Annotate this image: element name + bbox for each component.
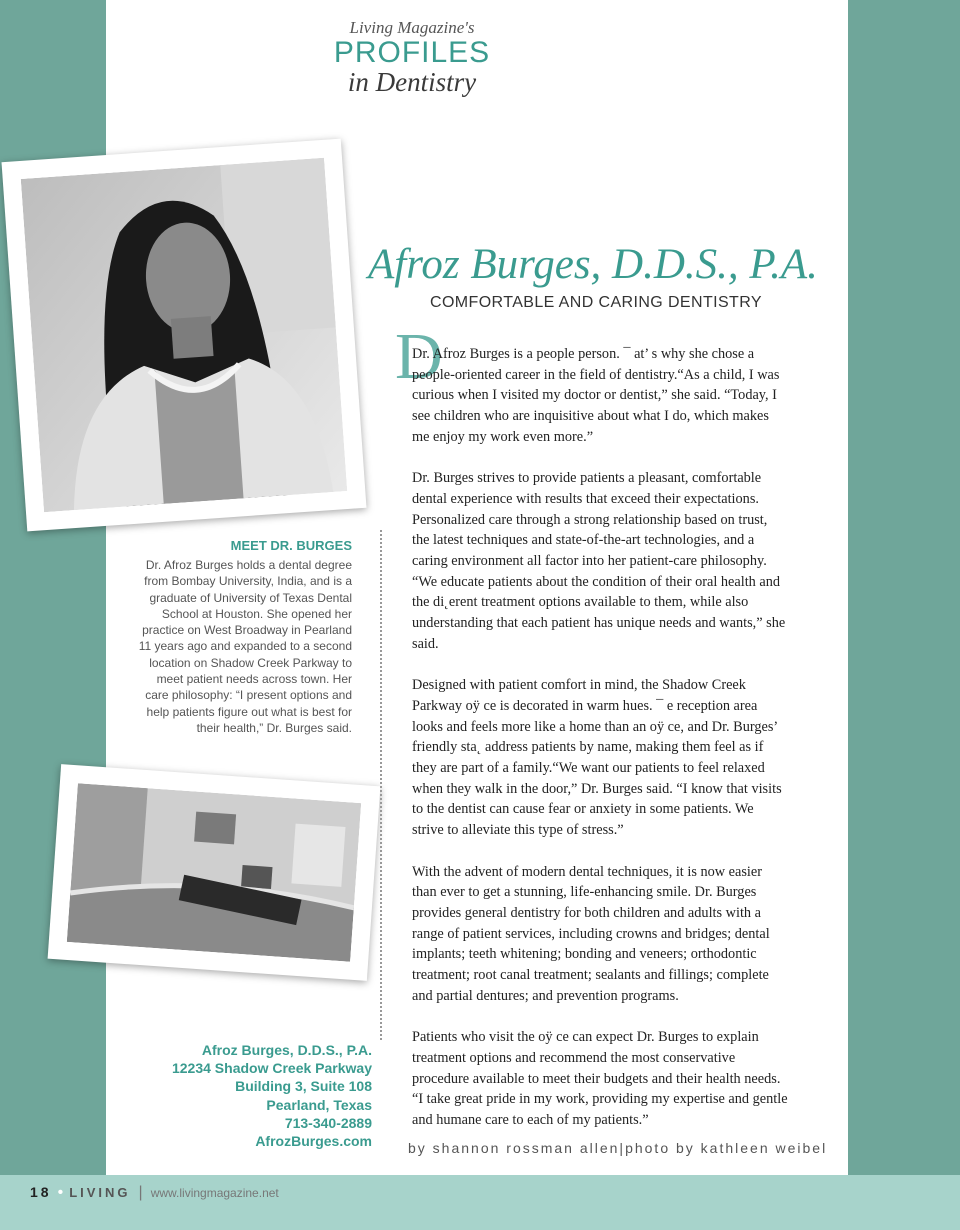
office-photo (48, 764, 381, 981)
contact-city: Pearland, Texas (266, 1096, 372, 1113)
body-paragraph: Dr. Afroz Burges is a people person. ¯ at’ s why she chose a people-oriented career in the field of dentistry.“As a child, I was curious when I visited my doctor or dentist,” she said. “Today, I see children who are inquisitive about what I do, which makes me enjoy my work even more.” (412, 346, 780, 445)
dotted-divider (380, 530, 382, 1040)
contact-suite: Building 3, Suite 108 (235, 1078, 372, 1095)
magazine-url: www.livingmagazine.net (150, 1186, 279, 1200)
portrait-image (21, 158, 348, 512)
sidebar-meet (134, 538, 352, 736)
body-paragraph: Patients who visit the oÿ ce can expect Dr. Burges to explain treatment options and recommend the most conservative procedure available to meet their budgets and their health needs. “I take great pride in my work, providing my expertise and gentle and humane care to each of my patients.” (412, 1029, 788, 1128)
magazine-name: LIVING (69, 1185, 131, 1200)
contact-name: Afroz Burges, D.D.S., P.A. (201, 1042, 372, 1058)
footer-separator: | (138, 1184, 143, 1201)
header-line-3: in Dentistry (347, 67, 477, 97)
header-line-2: PROFILES (333, 36, 491, 69)
office-image (67, 783, 361, 961)
body-paragraph: Dr. Burges strives to provide patients a pleasant, comfortable dental experience with results that exceed their expectations. Personalized care through a strong relationship based on trust, the latest techniques and state-of-the-art technologies, and a caring environment all factor into her patient-care philosophy. “We educate patients about the condition of their oral health and the di˛erent treatment options available to them, while also understanding that each patient has unique needs and wants,” she said. (412, 470, 786, 652)
contact-phone: 713-340-2889 (284, 1114, 372, 1131)
article-subtitle: COMFORTABLE AND CARING DENTISTRY (430, 294, 762, 311)
contact-website: AfrozBurges.com (255, 1133, 372, 1150)
drop-cap: D (395, 320, 443, 393)
contact-block (120, 1041, 372, 1150)
portrait-photo (2, 139, 367, 532)
body-paragraph: With the advent of modern dental techniques, it is now easier than ever to get a stunning, life-enhancing smile. Dr. Burges provides general dentistry for both children and adults with a range of patient services, including crowns and bridges; dental implants; teeth whitening; bonding and veneers; orthodontic treatment; root canal treatment; sealants and fillings; complete and partial dentures; and prevention programs. (412, 863, 770, 1004)
contact-street: 12234 Shadow Creek Parkway (171, 1060, 372, 1077)
header-line-1: Living Magazine's (349, 18, 475, 37)
section-header (41, 18, 783, 96)
body-paragraph: Designed with patient comfort in mind, the Shadow Creek Parkway oÿ ce is decorated in warm hues. ¯ e reception area looks and feels more like a home than an oÿ ce, and Dr. Burges’ friendly sta˛ address patients by name, making them feel as if they are part of a family.“We want our patients to feel relaxed when they walk in the door,” Dr. Burges said. “I know that visits to the dentist can cause fear or anxiety in some patients. We strive to alleviate this type of stress.” (412, 677, 782, 839)
article-title: Afroz Burges, D.D.S., P.A. (368, 241, 818, 288)
page-footer (0, 1175, 960, 1230)
footer-dot: • (57, 1184, 64, 1201)
article-body (412, 344, 788, 1151)
byline: by shannon rossman allen|photo by kathleen weibel (408, 1140, 828, 1156)
page-number: 18 (30, 1184, 52, 1200)
sidebar-text: Dr. Afroz Burges holds a dental degree from Bombay University, India, and is a graduate of University of Texas Dental School at Houston. She opened her practice on West Broadway in Pearland 11 years ago and expanded to a second location on Shadow Creek Parkway to meet patient needs across town. Her care philosophy: “I present options and help patients figure out what is best for their health,” Dr. Burges said. (138, 558, 352, 735)
sidebar-heading: MEET DR. BURGES (230, 538, 352, 553)
